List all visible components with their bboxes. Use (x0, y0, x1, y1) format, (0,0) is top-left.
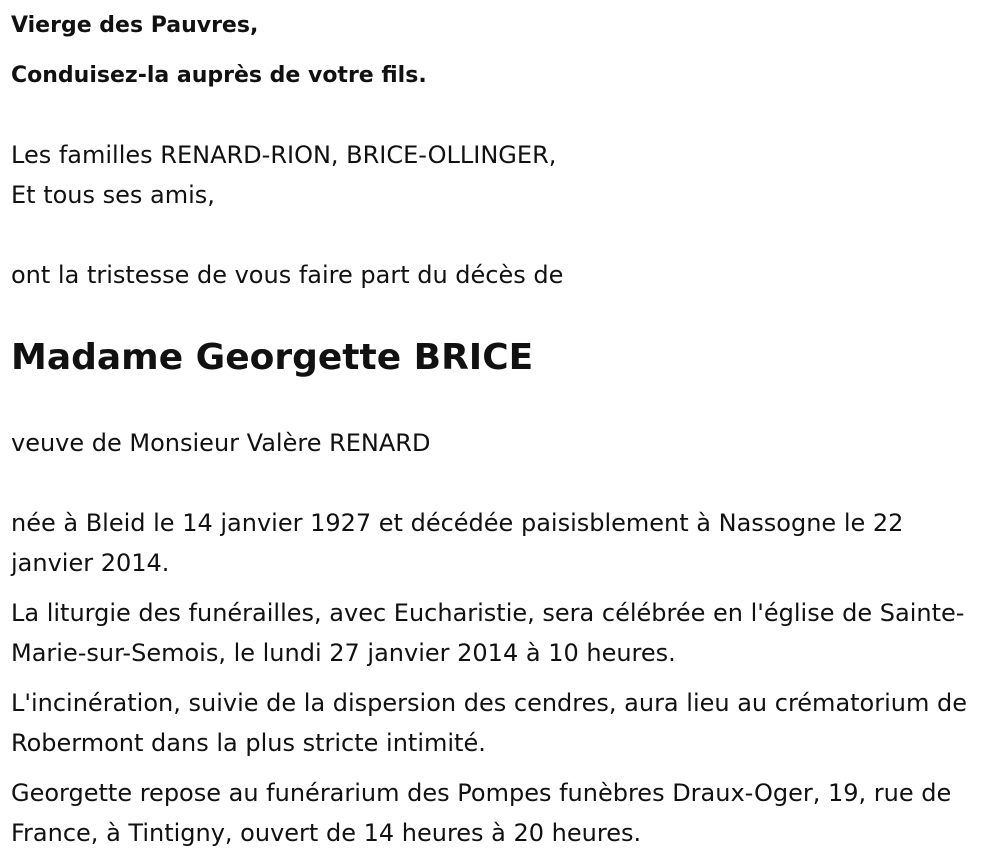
prayer-line-2: Conduisez-la auprès de votre fils. (11, 63, 427, 88)
funeral-liturgy-paragraph: La liturgie des funérailles, avec Eucharistie, sera célébrée en l'église de Sainte-Marie-sur-Semois, le lundi 27 janvier 2014 à 10 heures. (11, 599, 965, 667)
prayer-line-1: Vierge des Pauvres, (11, 13, 259, 38)
widow-of-text: veuve de Monsieur Valère RENARD (11, 429, 431, 457)
funerarium-paragraph: Georgette repose au funérarium des Pompes funèbres Draux-Oger, 19, rue de France, à Tintigny, ouvert de 14 heures à 20 heures. (11, 779, 952, 847)
birth-death-paragraph: née à Bleid le 14 janvier 1927 et décédée paisisblement à Nassogne le 22 janvier 2014. (11, 509, 904, 577)
friends-line: Et tous ses amis, (11, 181, 215, 209)
deceased-name: Madame Georgette BRICE (11, 337, 534, 378)
families-line: Les familles RENARD-RION, BRICE-OLLINGER, (11, 141, 557, 169)
announcement-text: ont la tristesse de vous faire part du décès de (11, 261, 564, 289)
cremation-paragraph: L'incinération, suivie de la dispersion des cendres, aura lieu au crématorium de Robermont dans la plus stricte intimité. (11, 689, 967, 757)
